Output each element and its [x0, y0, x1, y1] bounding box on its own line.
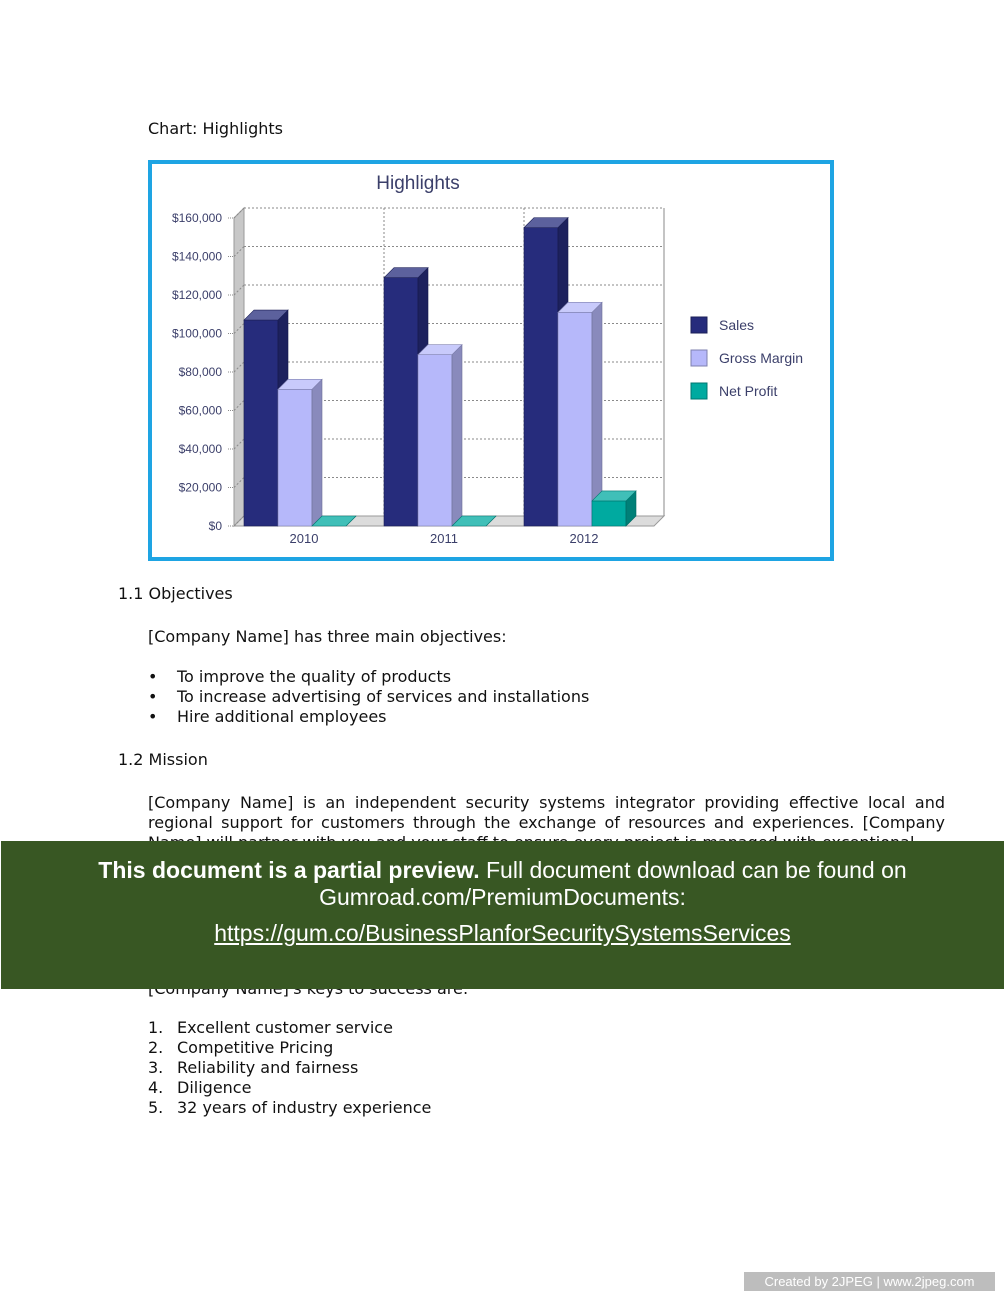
list-item — [148, 667, 589, 687]
list-number: 5. — [148, 1098, 164, 1117]
list-item-text: Hire additional employees — [177, 707, 387, 726]
list-item — [148, 1038, 431, 1058]
chart-title: Highlights — [376, 173, 460, 194]
objectives-intro: [Company Name] has three main objectives: — [148, 627, 507, 646]
y-tick-label: $140,000 — [171, 249, 222, 264]
bullet-icon: • — [148, 667, 158, 686]
list-item-text: To improve the quality of products — [177, 667, 452, 686]
legend-label: Sales — [719, 317, 755, 333]
objectives-list — [148, 667, 589, 727]
list-item-text: To increase advertising of services and installations — [177, 687, 590, 706]
bar-front — [524, 228, 558, 526]
legend-swatch — [691, 350, 707, 366]
bar-front — [558, 312, 592, 526]
bar-front — [244, 320, 278, 526]
banner-line2: Gumroad.com/PremiumDocuments: — [319, 884, 686, 910]
bar-front — [278, 389, 312, 526]
list-item-text: Excellent customer service — [177, 1018, 393, 1037]
legend-swatch — [691, 383, 707, 399]
bullet-icon: • — [148, 707, 158, 726]
legend-label: Net Profit — [719, 383, 778, 399]
preview-banner — [1, 841, 1004, 989]
mission-paragraph: [Company Name] is an independent security systems integrator providing effective local and regional support for customers through the exchange of resources and experiences. [Company — [148, 793, 945, 832]
list-item — [148, 1078, 431, 1098]
x-tick-label: 2010 — [289, 531, 319, 546]
bullet-icon: • — [148, 687, 158, 706]
bar-front — [592, 501, 626, 526]
list-item — [148, 1098, 431, 1118]
y-tick-label: $60,000 — [178, 403, 222, 418]
list-item-text: Competitive Pricing — [177, 1038, 334, 1057]
bar-side — [452, 345, 462, 526]
objectives-heading: 1.1 Objectives — [118, 584, 233, 603]
list-item-text: 32 years of industry experience — [177, 1098, 432, 1117]
list-item-text: Diligence — [177, 1078, 252, 1097]
y-tick-label: $160,000 — [171, 211, 222, 225]
list-number: 2. — [148, 1038, 164, 1057]
mission-heading: 1.2 Mission — [118, 750, 208, 769]
banner-rest-text: Full document download can be found on — [479, 857, 907, 883]
bar-front — [384, 278, 418, 526]
watermark: Created by 2JPEG | www.2jpeg.com — [744, 1272, 995, 1291]
list-item — [148, 1058, 431, 1078]
list-number: 3. — [148, 1058, 164, 1077]
list-item-text: Reliability and fairness — [177, 1058, 359, 1077]
chart-caption: Chart: Highlights — [148, 119, 284, 138]
y-tick-label: $80,000 — [178, 365, 222, 379]
x-tick-label: 2011 — [430, 531, 458, 546]
list-item — [148, 707, 589, 727]
list-number: 1. — [148, 1018, 164, 1037]
list-number: 4. — [148, 1078, 164, 1097]
banner-bold-text: This document is a partial preview. — [98, 857, 480, 883]
y-tick-label: $0 — [208, 519, 222, 533]
x-tick-label: 2012 — [569, 531, 599, 546]
y-tick-label: $100,000 — [171, 326, 222, 341]
bar-side — [312, 379, 322, 526]
banner-line1 — [1, 857, 1004, 884]
legend-label: Gross Margin — [719, 350, 804, 366]
legend-swatch — [691, 317, 707, 333]
download-link[interactable]: https://gum.co/BusinessPlanforSecuritySystemsServices — [214, 920, 791, 946]
chart-frame — [148, 160, 834, 561]
list-item — [148, 1018, 431, 1038]
y-tick-label: $20,000 — [178, 480, 222, 495]
y-tick-label: $120,000 — [171, 288, 222, 302]
keys-list — [148, 1018, 431, 1118]
list-item — [148, 687, 589, 707]
y-tick-label: $40,000 — [178, 442, 222, 456]
highlights-chart — [152, 164, 830, 557]
banner-link-row — [1, 920, 1004, 947]
bar-front — [418, 355, 452, 526]
